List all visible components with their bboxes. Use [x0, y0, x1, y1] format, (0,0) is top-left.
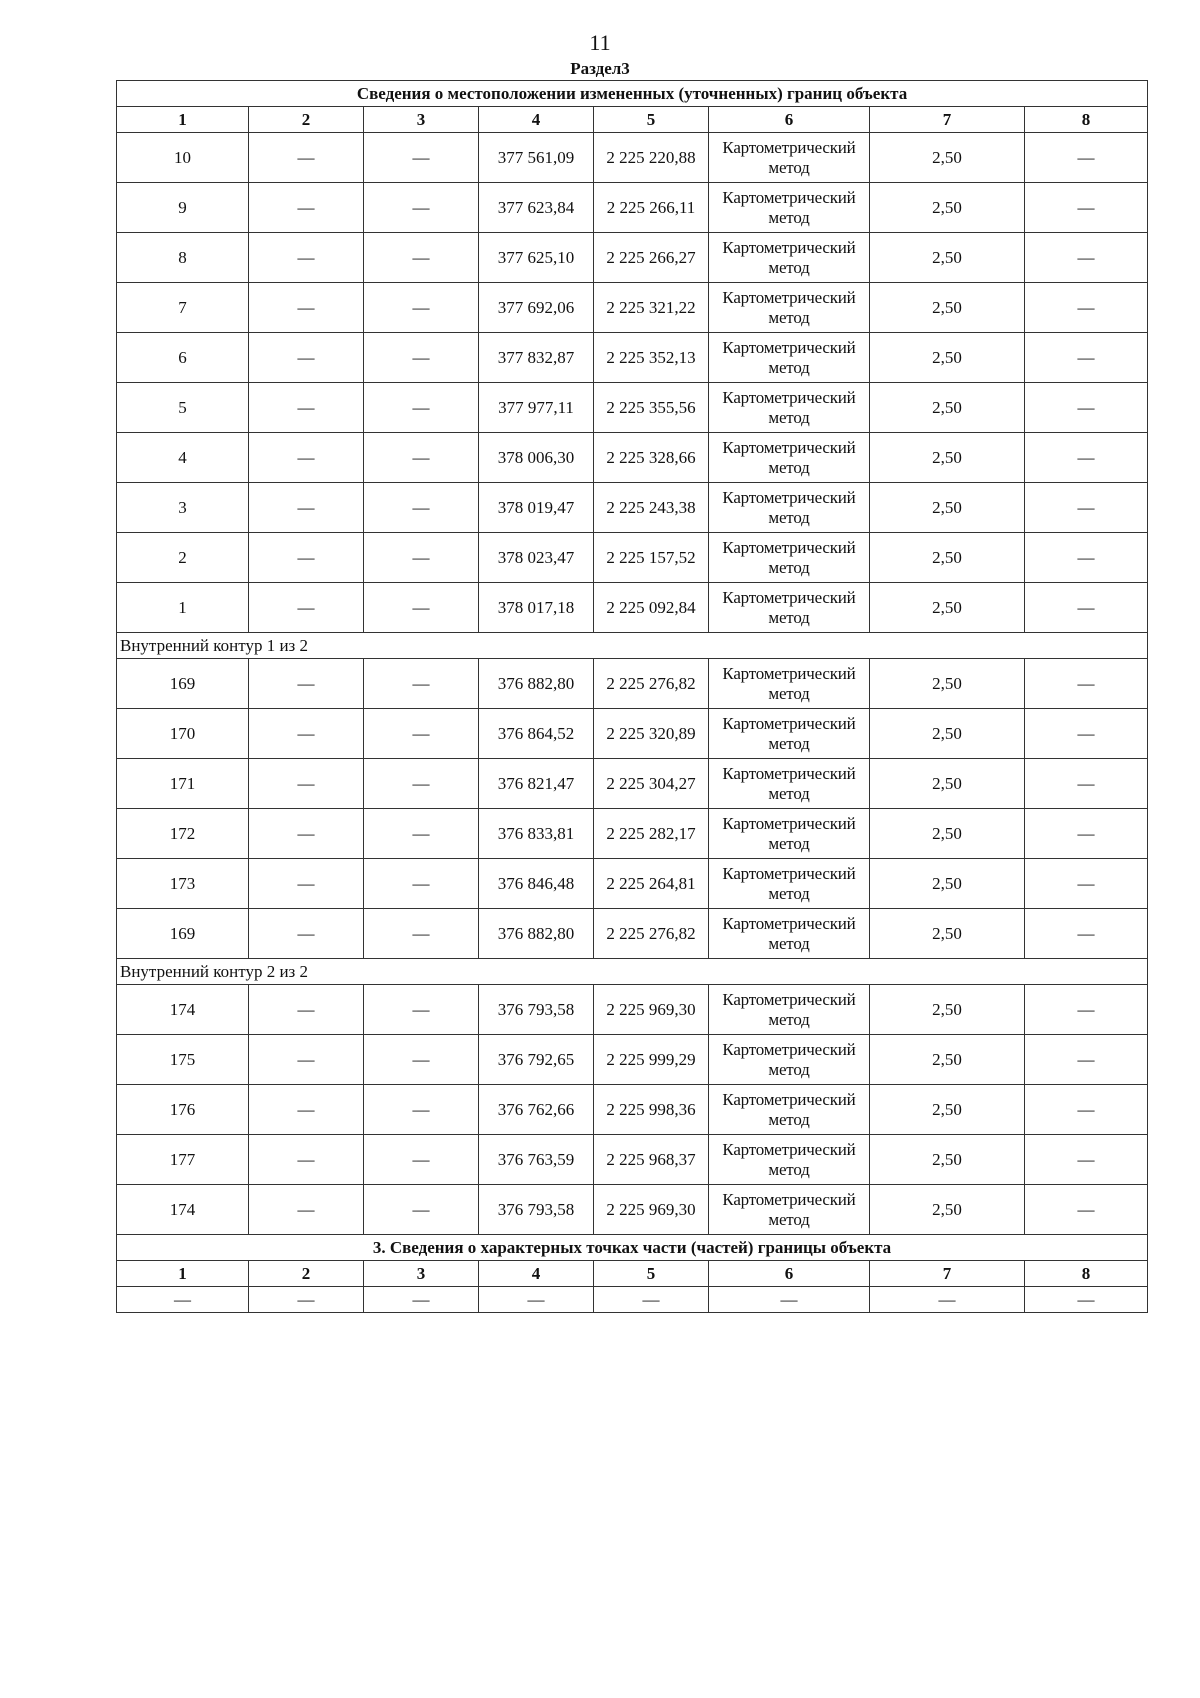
column-2-cell: —: [249, 759, 364, 809]
table-row: [117, 1185, 1148, 1235]
y-coordinate-cell: 2 225 969,30: [594, 985, 709, 1035]
empty-cell: —: [479, 1287, 594, 1313]
table-row: [117, 809, 1148, 859]
point-number-cell: 10: [117, 133, 249, 183]
y-coordinate-cell: 2 225 243,38: [594, 483, 709, 533]
point-number-cell: 3: [117, 483, 249, 533]
y-coordinate-cell: 2 225 266,27: [594, 233, 709, 283]
x-coordinate-cell: 376 763,59: [479, 1135, 594, 1185]
column-number: 6: [709, 107, 870, 133]
table-row: [117, 433, 1148, 483]
point-number-cell: 177: [117, 1135, 249, 1185]
accuracy-cell: 2,50: [870, 909, 1025, 959]
column-2-cell: —: [249, 583, 364, 633]
column-3-cell: —: [364, 133, 479, 183]
column-3-cell: —: [364, 283, 479, 333]
x-coordinate-cell: 377 832,87: [479, 333, 594, 383]
column-2-cell: —: [249, 859, 364, 909]
x-coordinate-cell: 376 864,52: [479, 709, 594, 759]
y-coordinate-cell: 2 225 266,11: [594, 183, 709, 233]
accuracy-cell: 2,50: [870, 759, 1025, 809]
y-coordinate-cell: 2 225 355,56: [594, 383, 709, 433]
accuracy-cell: 2,50: [870, 133, 1025, 183]
column-8-cell: —: [1025, 659, 1148, 709]
method-cell: Картометрический метод: [709, 333, 870, 383]
column-8-cell: —: [1025, 283, 1148, 333]
column-8-cell: —: [1025, 909, 1148, 959]
column-2-cell: —: [249, 659, 364, 709]
column-3-cell: —: [364, 433, 479, 483]
y-coordinate-cell: 2 225 157,52: [594, 533, 709, 583]
x-coordinate-cell: 378 019,47: [479, 483, 594, 533]
column-3-cell: —: [364, 809, 479, 859]
empty-cell: —: [364, 1287, 479, 1313]
column-number: 4: [479, 107, 594, 133]
column-3-cell: —: [364, 333, 479, 383]
column-8-cell: —: [1025, 583, 1148, 633]
column-2-cell: —: [249, 433, 364, 483]
accuracy-cell: 2,50: [870, 709, 1025, 759]
method-cell: Картометрический метод: [709, 583, 870, 633]
empty-cell: —: [870, 1287, 1025, 1313]
method-cell: Картометрический метод: [709, 1085, 870, 1135]
method-cell: Картометрический метод: [709, 1185, 870, 1235]
accuracy-cell: 2,50: [870, 659, 1025, 709]
y-coordinate-cell: 2 225 321,22: [594, 283, 709, 333]
column-3-cell: —: [364, 759, 479, 809]
x-coordinate-cell: 376 793,58: [479, 985, 594, 1035]
boundary-points-table: [116, 80, 1148, 1313]
method-cell: Картометрический метод: [709, 859, 870, 909]
table-row: [117, 759, 1148, 809]
x-coordinate-cell: 376 793,58: [479, 1185, 594, 1235]
point-number-cell: 7: [117, 283, 249, 333]
point-number-cell: 172: [117, 809, 249, 859]
column-2-cell: —: [249, 1185, 364, 1235]
y-coordinate-cell: 2 225 304,27: [594, 759, 709, 809]
method-cell: Картометрический метод: [709, 985, 870, 1035]
x-coordinate-cell: 377 623,84: [479, 183, 594, 233]
y-coordinate-cell: 2 225 264,81: [594, 859, 709, 909]
y-coordinate-cell: 2 225 320,89: [594, 709, 709, 759]
column-3-cell: —: [364, 533, 479, 583]
method-cell: Картометрический метод: [709, 1035, 870, 1085]
accuracy-cell: 2,50: [870, 183, 1025, 233]
part3-empty-row: [117, 1287, 1148, 1313]
x-coordinate-cell: 378 006,30: [479, 433, 594, 483]
method-cell: Картометрический метод: [709, 233, 870, 283]
table-row: [117, 133, 1148, 183]
point-number-cell: 169: [117, 909, 249, 959]
column-number: 3: [364, 1261, 479, 1287]
accuracy-cell: 2,50: [870, 985, 1025, 1035]
column-2-cell: —: [249, 1035, 364, 1085]
column-8-cell: —: [1025, 859, 1148, 909]
x-coordinate-cell: 376 882,80: [479, 659, 594, 709]
column-8-cell: —: [1025, 233, 1148, 283]
accuracy-cell: 2,50: [870, 333, 1025, 383]
x-coordinate-cell: 376 821,47: [479, 759, 594, 809]
point-number-cell: 174: [117, 985, 249, 1035]
table-caption: Сведения о местоположении измененных (уточненных) границ объекта: [117, 81, 1148, 107]
column-8-cell: —: [1025, 483, 1148, 533]
column-3-cell: —: [364, 1035, 479, 1085]
y-coordinate-cell: 2 225 276,82: [594, 659, 709, 709]
x-coordinate-cell: 376 882,80: [479, 909, 594, 959]
column-2-cell: —: [249, 183, 364, 233]
column-2-cell: —: [249, 909, 364, 959]
column-2-cell: —: [249, 133, 364, 183]
column-2-cell: —: [249, 283, 364, 333]
table-row: [117, 233, 1148, 283]
accuracy-cell: 2,50: [870, 1035, 1025, 1085]
method-cell: Картометрический метод: [709, 809, 870, 859]
column-number: 2: [249, 107, 364, 133]
column-8-cell: —: [1025, 985, 1148, 1035]
column-3-cell: —: [364, 1185, 479, 1235]
table-row: [117, 985, 1148, 1035]
empty-cell: —: [1025, 1287, 1148, 1313]
column-8-cell: —: [1025, 183, 1148, 233]
column-8-cell: —: [1025, 433, 1148, 483]
table-row: [117, 1085, 1148, 1135]
table-row: [117, 1135, 1148, 1185]
x-coordinate-cell: 376 792,65: [479, 1035, 594, 1085]
x-coordinate-cell: 378 017,18: [479, 583, 594, 633]
section-title: Раздел3: [570, 59, 630, 78]
x-coordinate-cell: 377 977,11: [479, 383, 594, 433]
point-number-cell: 169: [117, 659, 249, 709]
table-row: [117, 333, 1148, 383]
y-coordinate-cell: 2 225 328,66: [594, 433, 709, 483]
column-number-row: [117, 107, 1148, 133]
column-2-cell: —: [249, 709, 364, 759]
column-2-cell: —: [249, 1085, 364, 1135]
column-8-cell: —: [1025, 1035, 1148, 1085]
method-cell: Картометрический метод: [709, 433, 870, 483]
column-3-cell: —: [364, 383, 479, 433]
y-coordinate-cell: 2 225 999,29: [594, 1035, 709, 1085]
accuracy-cell: 2,50: [870, 533, 1025, 583]
point-number-cell: 2: [117, 533, 249, 583]
empty-cell: —: [249, 1287, 364, 1313]
column-2-cell: —: [249, 985, 364, 1035]
table-row: [117, 383, 1148, 433]
contour-label-row: [117, 959, 1148, 985]
column-number: 2: [249, 1261, 364, 1287]
column-3-cell: —: [364, 985, 479, 1035]
method-cell: Картометрический метод: [709, 383, 870, 433]
column-2-cell: —: [249, 533, 364, 583]
column-number: 1: [117, 107, 249, 133]
contour-label: Внутренний контур 1 из 2: [117, 633, 1148, 659]
column-8-cell: —: [1025, 809, 1148, 859]
point-number-cell: 5: [117, 383, 249, 433]
column-number: 5: [594, 107, 709, 133]
page-number: 11: [589, 30, 611, 55]
column-8-cell: —: [1025, 1085, 1148, 1135]
accuracy-cell: 2,50: [870, 1135, 1025, 1185]
x-coordinate-cell: 376 846,48: [479, 859, 594, 909]
column-3-cell: —: [364, 1135, 479, 1185]
point-number-cell: 8: [117, 233, 249, 283]
point-number-cell: 6: [117, 333, 249, 383]
column-number: 3: [364, 107, 479, 133]
method-cell: Картометрический метод: [709, 183, 870, 233]
accuracy-cell: 2,50: [870, 383, 1025, 433]
method-cell: Картометрический метод: [709, 759, 870, 809]
x-coordinate-cell: 376 833,81: [479, 809, 594, 859]
point-number-cell: 175: [117, 1035, 249, 1085]
column-number: 8: [1025, 1261, 1148, 1287]
column-3-cell: —: [364, 909, 479, 959]
column-number: 5: [594, 1261, 709, 1287]
point-number-cell: 176: [117, 1085, 249, 1135]
table-row: [117, 183, 1148, 233]
y-coordinate-cell: 2 225 282,17: [594, 809, 709, 859]
x-coordinate-cell: 377 625,10: [479, 233, 594, 283]
column-8-cell: —: [1025, 383, 1148, 433]
method-cell: Картометрический метод: [709, 709, 870, 759]
table-row: [117, 483, 1148, 533]
column-2-cell: —: [249, 233, 364, 283]
method-cell: Картометрический метод: [709, 133, 870, 183]
empty-cell: —: [117, 1287, 249, 1313]
empty-cell: —: [709, 1287, 870, 1313]
table-row: [117, 909, 1148, 959]
contour-label: Внутренний контур 2 из 2: [117, 959, 1148, 985]
x-coordinate-cell: 377 692,06: [479, 283, 594, 333]
method-cell: Картометрический метод: [709, 483, 870, 533]
method-cell: Картометрический метод: [709, 1135, 870, 1185]
table-row: [117, 859, 1148, 909]
point-number-cell: 9: [117, 183, 249, 233]
point-number-cell: 174: [117, 1185, 249, 1235]
column-3-cell: —: [364, 859, 479, 909]
method-cell: Картометрический метод: [709, 659, 870, 709]
table-row: [117, 533, 1148, 583]
y-coordinate-cell: 2 225 092,84: [594, 583, 709, 633]
x-coordinate-cell: 378 023,47: [479, 533, 594, 583]
column-8-cell: —: [1025, 759, 1148, 809]
column-3-cell: —: [364, 709, 479, 759]
table-row: [117, 583, 1148, 633]
y-coordinate-cell: 2 225 969,30: [594, 1185, 709, 1235]
empty-cell: —: [594, 1287, 709, 1313]
part3-column-number-row: [117, 1261, 1148, 1287]
column-2-cell: —: [249, 333, 364, 383]
accuracy-cell: 2,50: [870, 233, 1025, 283]
column-3-cell: —: [364, 1085, 479, 1135]
column-number: 6: [709, 1261, 870, 1287]
x-coordinate-cell: 377 561,09: [479, 133, 594, 183]
point-number-cell: 4: [117, 433, 249, 483]
accuracy-cell: 2,50: [870, 583, 1025, 633]
column-2-cell: —: [249, 1135, 364, 1185]
column-3-cell: —: [364, 583, 479, 633]
column-number: 7: [870, 1261, 1025, 1287]
accuracy-cell: 2,50: [870, 1085, 1025, 1135]
method-cell: Картометрический метод: [709, 533, 870, 583]
column-3-cell: —: [364, 659, 479, 709]
column-8-cell: —: [1025, 1185, 1148, 1235]
y-coordinate-cell: 2 225 276,82: [594, 909, 709, 959]
part3-caption: 3. Сведения о характерных точках части (частей) границы объекта: [117, 1235, 1148, 1261]
column-8-cell: —: [1025, 533, 1148, 583]
accuracy-cell: 2,50: [870, 859, 1025, 909]
y-coordinate-cell: 2 225 220,88: [594, 133, 709, 183]
point-number-cell: 170: [117, 709, 249, 759]
column-8-cell: —: [1025, 133, 1148, 183]
table-row: [117, 709, 1148, 759]
method-cell: Картометрический метод: [709, 283, 870, 333]
table-row: [117, 659, 1148, 709]
accuracy-cell: 2,50: [870, 1185, 1025, 1235]
column-number: 1: [117, 1261, 249, 1287]
column-3-cell: —: [364, 183, 479, 233]
column-8-cell: —: [1025, 333, 1148, 383]
accuracy-cell: 2,50: [870, 433, 1025, 483]
method-cell: Картометрический метод: [709, 909, 870, 959]
y-coordinate-cell: 2 225 968,37: [594, 1135, 709, 1185]
column-2-cell: —: [249, 809, 364, 859]
point-number-cell: 171: [117, 759, 249, 809]
accuracy-cell: 2,50: [870, 483, 1025, 533]
column-number: 4: [479, 1261, 594, 1287]
contour-label-row: [117, 633, 1148, 659]
point-number-cell: 173: [117, 859, 249, 909]
column-8-cell: —: [1025, 709, 1148, 759]
column-2-cell: —: [249, 383, 364, 433]
column-number: 8: [1025, 107, 1148, 133]
column-number: 7: [870, 107, 1025, 133]
column-3-cell: —: [364, 233, 479, 283]
table-row: [117, 1035, 1148, 1085]
column-3-cell: —: [364, 483, 479, 533]
column-8-cell: —: [1025, 1135, 1148, 1185]
part3-caption-row: [117, 1235, 1148, 1261]
column-2-cell: —: [249, 483, 364, 533]
x-coordinate-cell: 376 762,66: [479, 1085, 594, 1135]
accuracy-cell: 2,50: [870, 283, 1025, 333]
accuracy-cell: 2,50: [870, 809, 1025, 859]
y-coordinate-cell: 2 225 998,36: [594, 1085, 709, 1135]
table-row: [117, 283, 1148, 333]
y-coordinate-cell: 2 225 352,13: [594, 333, 709, 383]
point-number-cell: 1: [117, 583, 249, 633]
